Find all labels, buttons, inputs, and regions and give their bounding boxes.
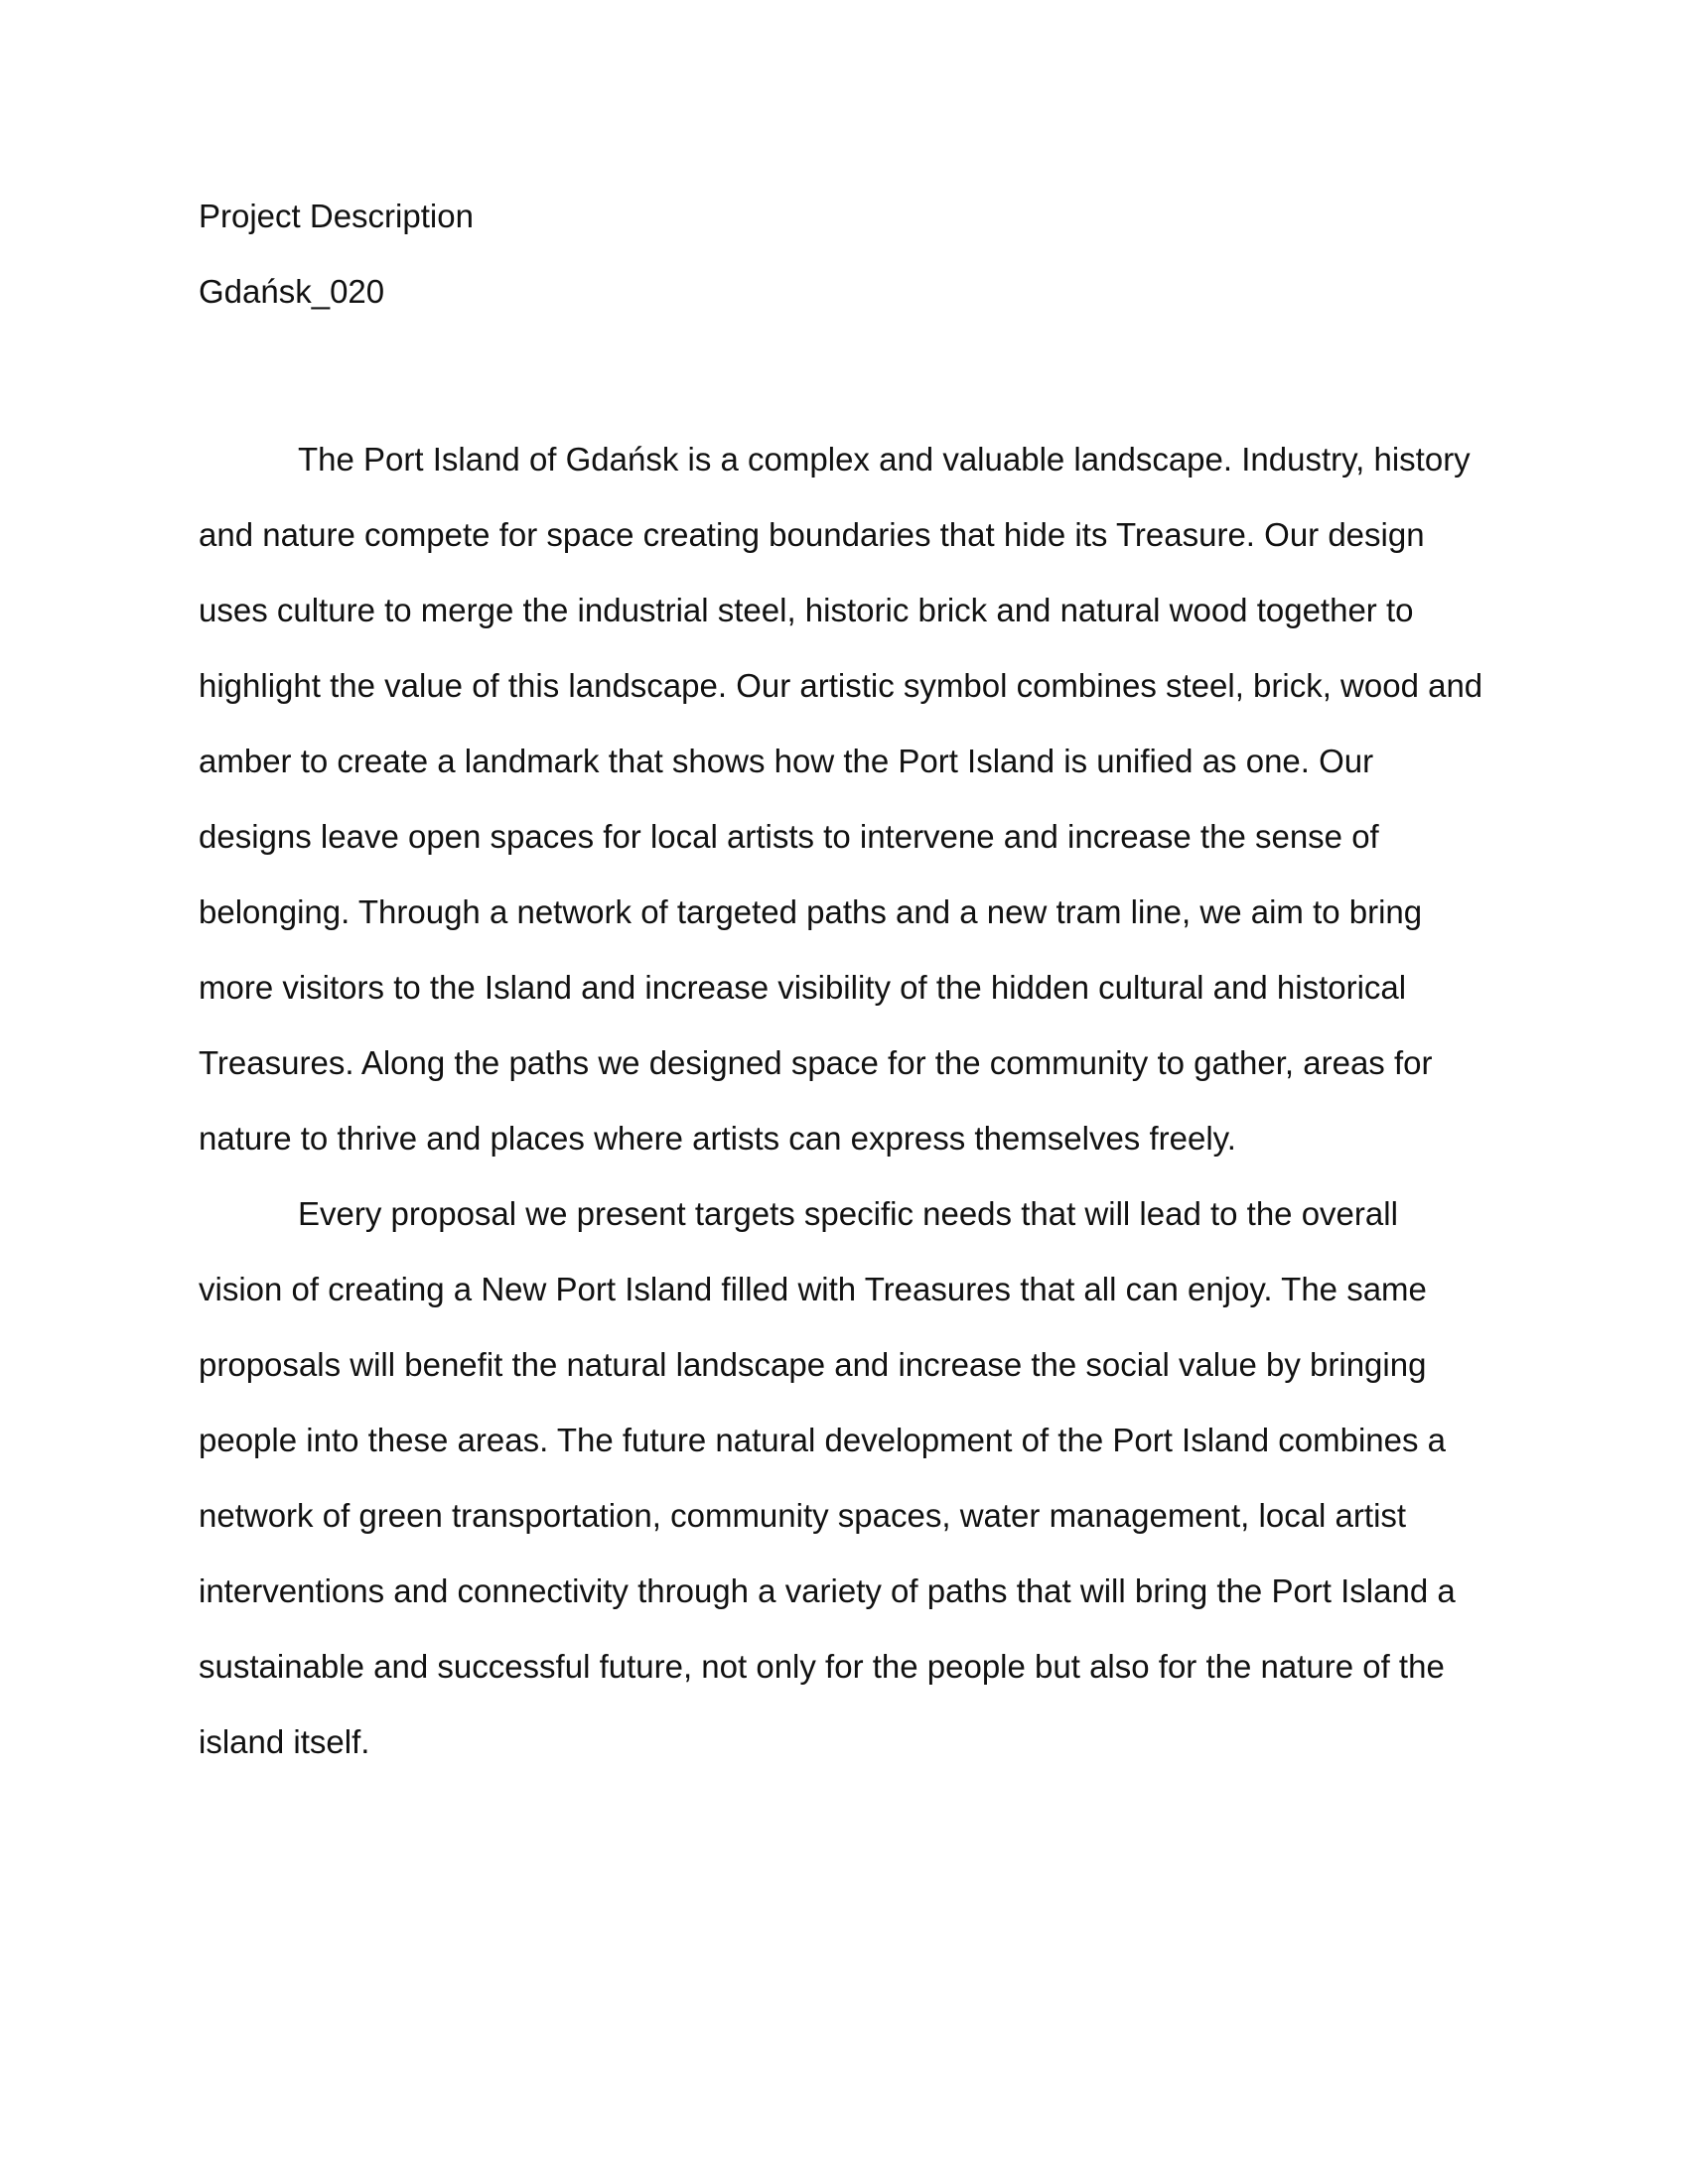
document-body	[199, 422, 1489, 1780]
document-title: Project Description	[199, 198, 474, 234]
document-code: Gdańsk_020	[199, 273, 385, 310]
paragraph-1: The Port Island of Gdańsk is a complex and valuable landscape. Industry, history and nature compete for space creating boundaries that hide its Treasure. Our design uses culture to merge the industrial steel, historic brick and natural wood together to highlight the value of this landscape. Our artistic symbol combines steel, brick, wood and amber to create a landmark that shows how the Port Island is unified as one. Our designs leave open spaces for local artists to intervene and increase the sense of belonging. Through a network of targeted paths and a new tram line, we aim to bring more visitors to the Island and increase visibility of the hidden cultural and historical Treasures. Along the paths we designed space for the community to gather, areas for nature to thrive and places where artists can express themselves freely.	[199, 441, 1483, 1157]
paragraph-2: Every proposal we present targets specific needs that will lead to the overall vision of creating a New Port Island filled with Treasures that all can enjoy. The same proposals will benefit the natural landscape and increase the social value by bringing people into these areas. The future natural development of the Port Island combines a network of green transportation, community spaces, water management, local artist interventions and connectivity through a variety of paths that will bring the Port Island a sustainable and successful future, not only for the people but also for the nature of the island itself.	[199, 1195, 1456, 1760]
